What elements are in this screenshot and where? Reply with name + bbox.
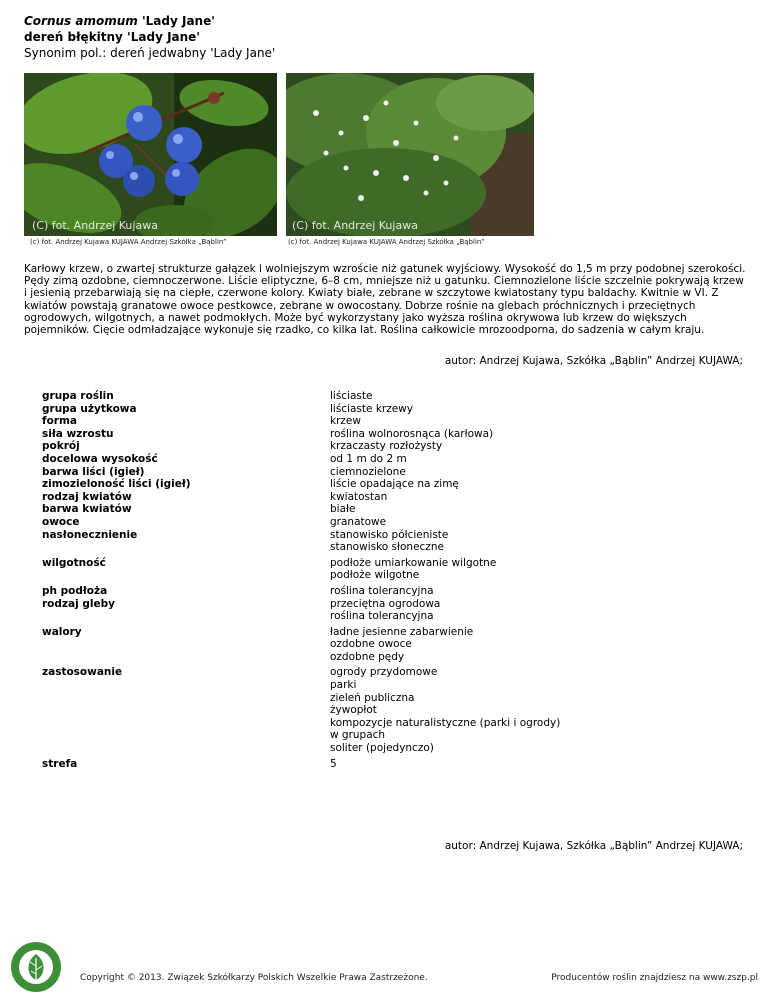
photo-caption: (c) fot. Andrzej Kujawa KUJAWA Andrzej Szkółka „Bąblin”	[30, 238, 227, 246]
plant-synonym: Synonim pol.: dereń jedwabny 'Lady Jane'	[24, 46, 276, 60]
attribute-values	[330, 598, 742, 623]
footer-producers-link[interactable]: Producentów roślin znajdziesz na www.zszp.pl	[551, 973, 758, 983]
attribute-label: wilgotność	[42, 556, 106, 569]
author-line: autor: Andrzej Kujawa, Szkółka „Bąblin” Andrzej KUJAWA;	[444, 355, 743, 367]
attribute-row	[42, 503, 742, 516]
attribute-row	[42, 758, 742, 771]
attribute-values	[330, 557, 742, 582]
attribute-row	[42, 491, 742, 504]
attribute-value: granatowe	[330, 515, 387, 528]
attribute-label: ph podłoża	[42, 584, 108, 597]
attribute-value: kwiatostan	[330, 490, 388, 503]
attribute-label: barwa liści (igieł)	[42, 465, 145, 478]
attributes-table	[42, 390, 742, 770]
attribute-value: od 1 m do 2 m	[330, 452, 407, 465]
attribute-value: ogrody przydomowe	[330, 666, 438, 679]
attribute-label: forma	[42, 415, 77, 428]
attribute-row	[42, 557, 742, 582]
attribute-row	[42, 626, 742, 664]
plant-latin-name	[24, 14, 215, 28]
attribute-label: rodzaj kwiatów	[42, 490, 132, 503]
attribute-label: zastosowanie	[42, 666, 123, 679]
attribute-label: grupa roślin	[42, 390, 114, 402]
association-logo	[5, 940, 67, 994]
photo-watermark: (C) fot. Andrzej Kujawa	[292, 219, 418, 232]
attribute-values	[330, 453, 742, 466]
attribute-value: soliter (pojedynczo)	[330, 742, 434, 755]
attribute-value: ładne jesienne zabarwienie	[330, 625, 474, 638]
attribute-row	[42, 403, 742, 416]
attribute-label: barwa kwiatów	[42, 503, 132, 516]
attribute-values	[330, 529, 742, 554]
attribute-values	[330, 585, 742, 598]
attribute-value: podłoże wilgotne	[330, 569, 420, 582]
attribute-value: liściaste krzewy	[330, 402, 413, 415]
attribute-values	[330, 440, 742, 453]
attribute-label: grupa użytkowa	[42, 402, 137, 415]
attribute-values	[330, 503, 742, 516]
attribute-values	[330, 390, 742, 403]
attribute-values	[330, 758, 742, 771]
latin-name: Cornus amomum	[24, 14, 138, 28]
photo-berries	[24, 73, 277, 236]
attribute-value: krzew	[330, 415, 361, 428]
attribute-row	[42, 428, 742, 441]
attribute-value: kompozycje naturalistyczne (parki i ogrody)	[330, 716, 561, 729]
attribute-values	[330, 626, 742, 664]
attribute-label: owoce	[42, 515, 80, 528]
attribute-value: liściaste	[330, 390, 373, 402]
cultivar-name: 'Lady Jane'	[141, 14, 215, 28]
attribute-label: walory	[42, 625, 82, 638]
photo-shrub	[286, 73, 534, 236]
attribute-values	[330, 415, 742, 428]
attribute-row	[42, 516, 742, 529]
attribute-value: zieleń publiczna	[330, 691, 415, 704]
attribute-label: strefa	[42, 757, 78, 770]
attribute-row	[42, 666, 742, 754]
attribute-value: stanowisko słoneczne	[330, 541, 444, 554]
attribute-label: nasłonecznienie	[42, 528, 138, 541]
attribute-value: ozdobne owoce	[330, 638, 412, 651]
attribute-value: krzaczasty rozłożysty	[330, 440, 443, 453]
attribute-value: żywopłot	[330, 704, 377, 717]
attribute-values	[330, 666, 742, 754]
attribute-value: białe	[330, 503, 356, 516]
attribute-value: stanowisko półcieniste	[330, 528, 449, 541]
attribute-row	[42, 529, 742, 554]
attribute-row	[42, 440, 742, 453]
plant-description: Karłowy krzew, o zwartej strukturze gałązek i wolniejszym wzroście niż gatunek wyjściowy. Wysokość do 1,5 m przy podobnej szerokości. Pędy zimą ozdobne, ciemnoczerwone. Liście eliptyczne, 6–8 cm, mniejsze niż u gatunku. Ciemnozielone liście szczelnie pokrywają krzew i jesienią przebarwiają się na ciepłe, czerwone kolory. Kwiaty białe, zebrane w szczytowe kwiatostany typu baldachy. Kwitnie w VI. Z kwiatów powstają granatowe owoce pestkowce, zebrane w owocostany. Dobrze rośnie na glebach próchnicznych i przeciętnych ogrodowych, wilgotnych, a nawet podmokłych. Może być wykorzystany jako wyższa roślina okrywowa lub krzew do większych pojemników. Cięcie odmładzające wykonuje się rzadko, co kilka lat. Roślina całkowicie mrozoodporna, do sadzenia w całym kraju.	[24, 263, 746, 337]
attribute-row	[42, 478, 742, 491]
attribute-values	[330, 466, 742, 479]
photo-watermark: (C) fot. Andrzej Kujawa	[32, 219, 158, 232]
attribute-values	[330, 428, 742, 441]
photo-caption: (c) fot. Andrzej Kujawa KUJAWA Andrzej Szkółka „Bąblin”	[288, 238, 485, 246]
attribute-value: roślina tolerancyjna	[330, 584, 434, 597]
attribute-value: roślina wolnorosnąca (karłowa)	[330, 427, 494, 440]
attribute-label: rodzaj gleby	[42, 597, 115, 610]
attribute-value: 5	[330, 757, 337, 770]
attribute-label: zimozieloność liści (igieł)	[42, 478, 191, 491]
plant-polish-name: dereń błękitny 'Lady Jane'	[24, 30, 200, 44]
attribute-row	[42, 415, 742, 428]
author-line-bottom: autor: Andrzej Kujawa, Szkółka „Bąblin” Andrzej KUJAWA;	[444, 840, 743, 852]
attribute-values	[330, 516, 742, 529]
attribute-value: liście opadające na zimę	[330, 478, 459, 491]
attribute-label: docelowa wysokość	[42, 452, 158, 465]
attribute-row	[42, 453, 742, 466]
attribute-label: siła wzrostu	[42, 427, 114, 440]
attribute-row	[42, 585, 742, 598]
footer-copyright: Copyright © 2013. Związek Szkółkarzy Polskich Wszelkie Prawa Zastrzeżone.	[80, 973, 428, 983]
attribute-value: ciemnozielone	[330, 465, 406, 478]
attribute-value: podłoże umiarkowanie wilgotne	[330, 556, 497, 569]
attribute-value: przeciętna ogrodowa	[330, 597, 441, 610]
attribute-row	[42, 390, 742, 403]
attribute-value: parki	[330, 679, 357, 692]
attribute-label: pokrój	[42, 440, 80, 453]
attribute-values	[330, 403, 742, 416]
attribute-row	[42, 466, 742, 479]
attribute-value: roślina tolerancyjna	[330, 610, 434, 623]
attribute-row	[42, 598, 742, 623]
attribute-values	[330, 478, 742, 491]
attribute-values	[330, 491, 742, 504]
attribute-value: w grupach	[330, 729, 386, 742]
attribute-value: ozdobne pędy	[330, 650, 405, 663]
